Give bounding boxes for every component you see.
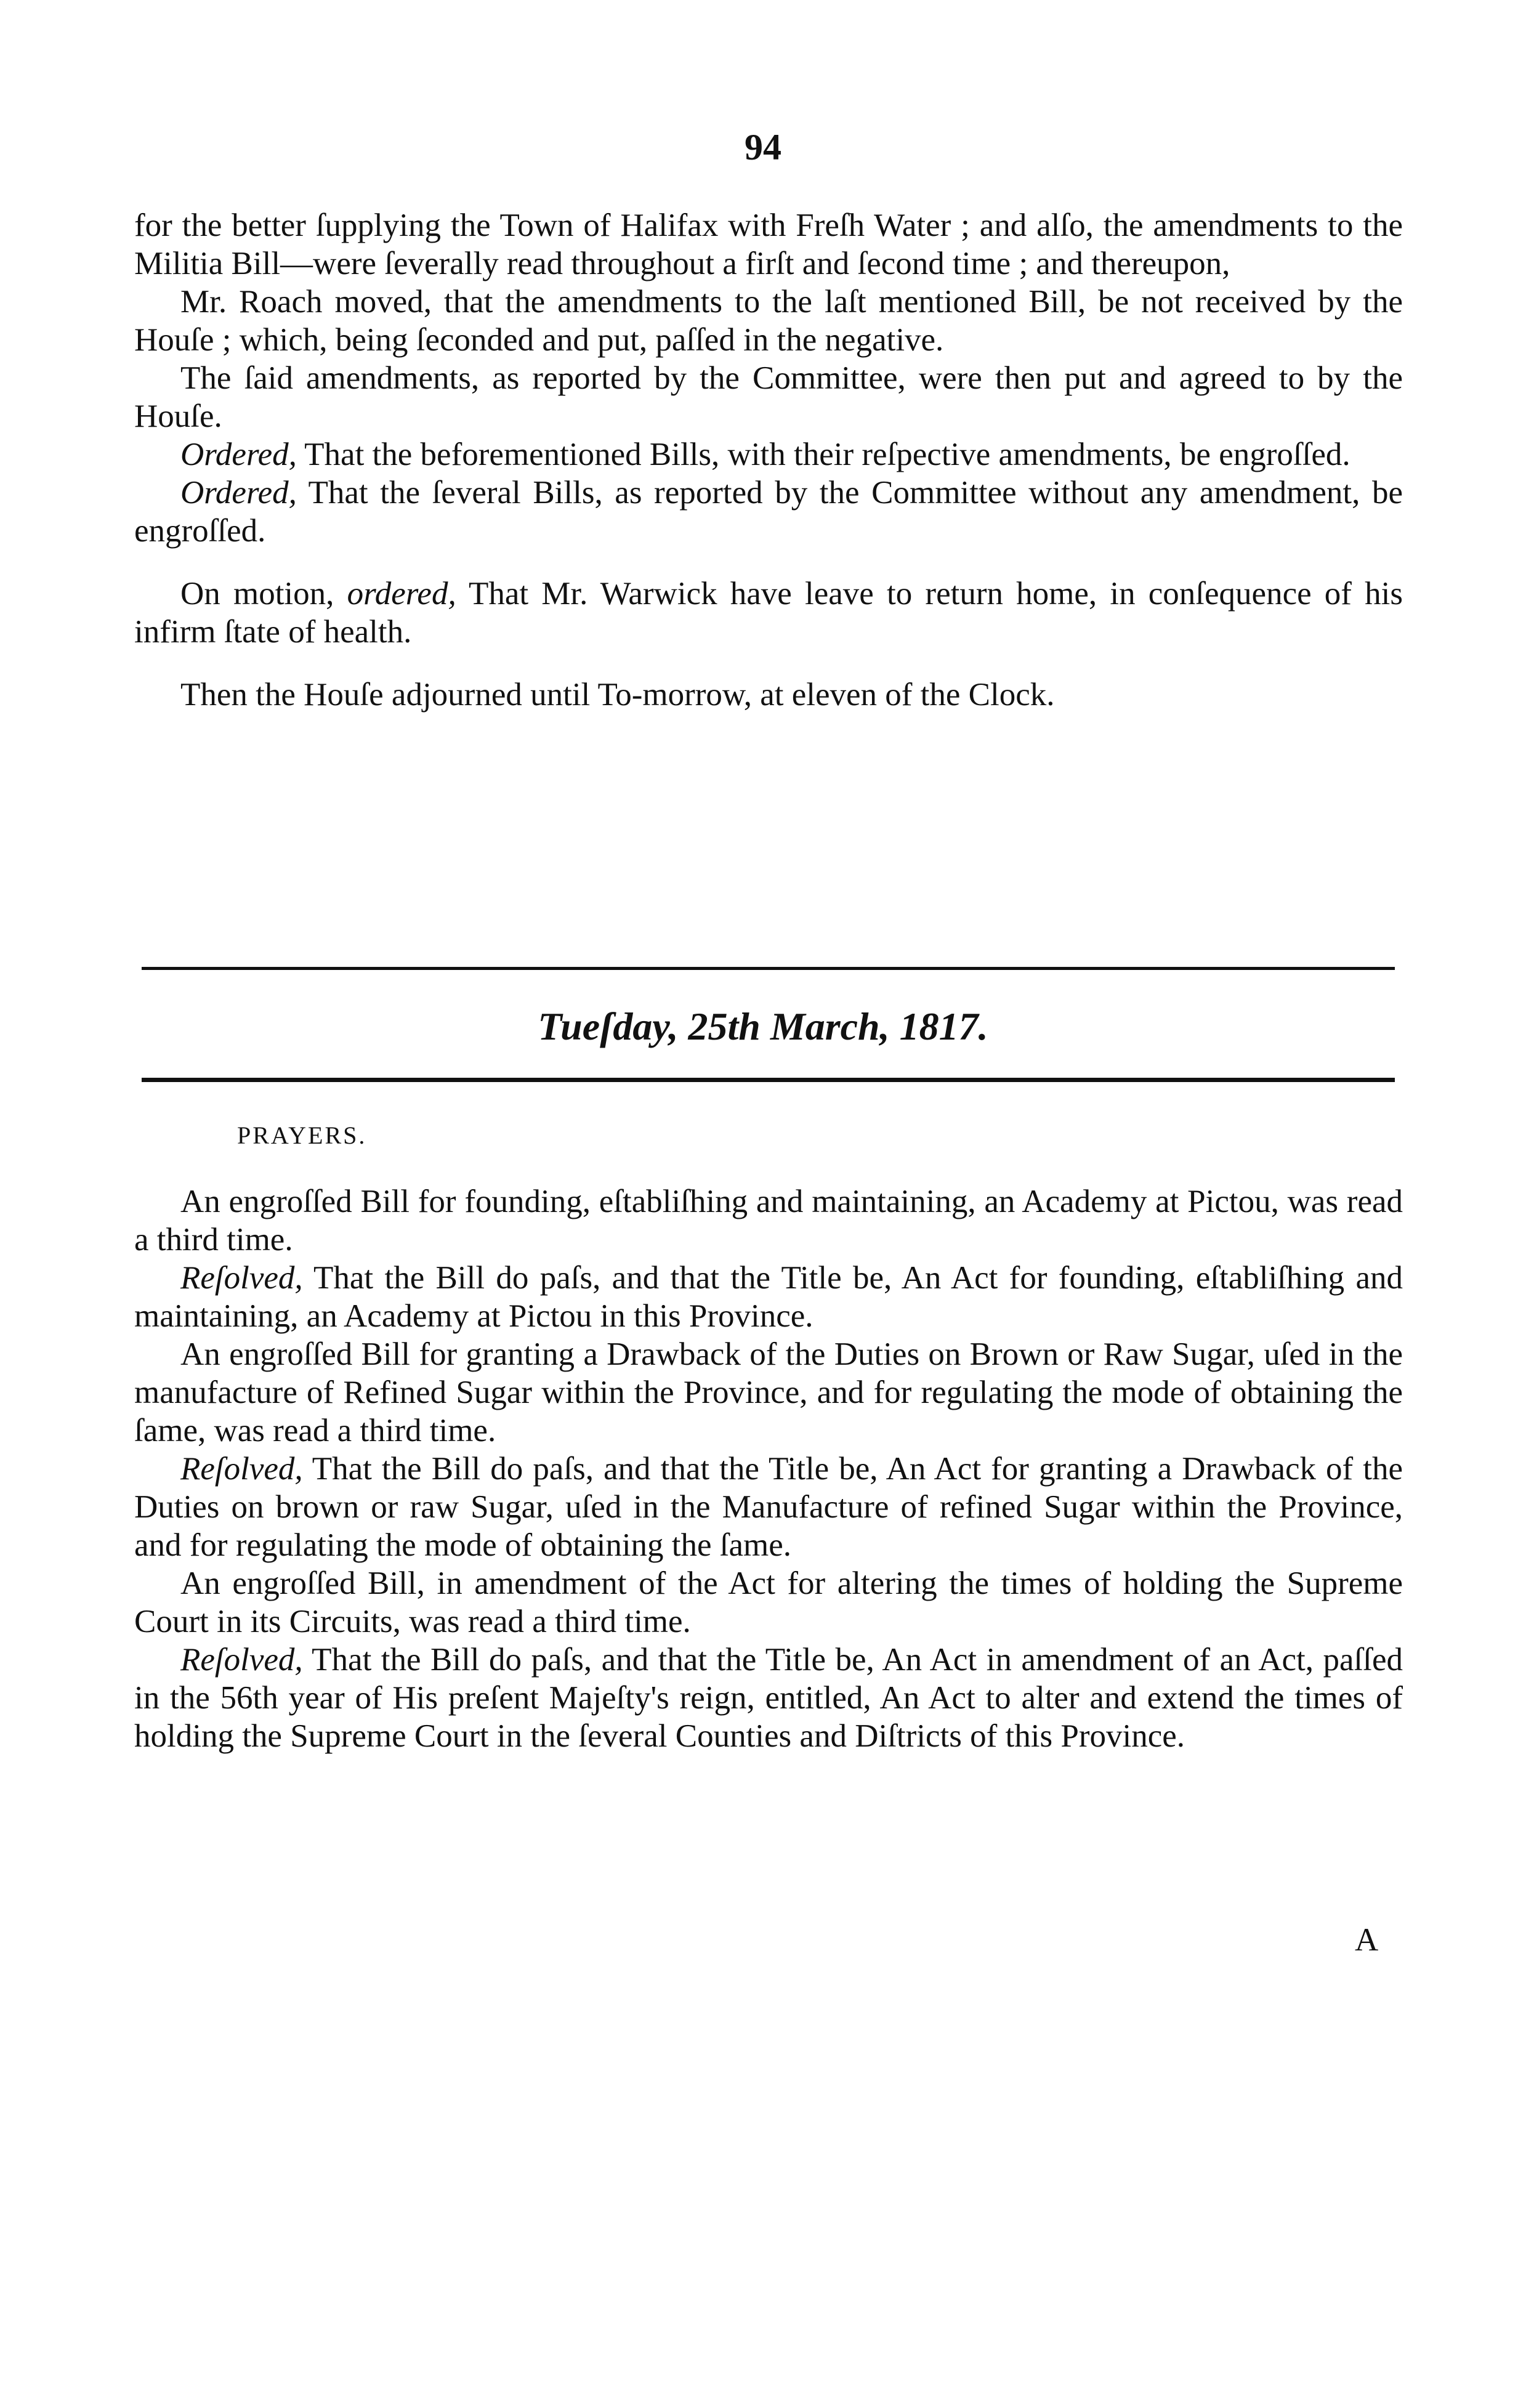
paragraph-warwick-leave (134, 575, 1403, 651)
date-heading: Tueſday, 25th March, 1817. (538, 1004, 988, 1048)
paragraph-resolved-academy (134, 1259, 1403, 1335)
paragraph-amendments-agreed (134, 359, 1403, 435)
paragraph-text: The ſaid amendments, as reported by the Committee, were then put and agreed to by the Houſe. (134, 360, 1403, 434)
page-number: 94 (745, 127, 781, 168)
paragraph-supreme-court: An engroſſed Bill, in amendment of the Act for altering the times of holding the Supreme Court in its Circuits, was read a third time. (134, 1566, 1403, 1639)
paragraph-text: That the Bill do paſs, and that the Title be, An Act for granting a Drawback of the Duties on brown or raw Sugar, uſed in the Manufacture of refined Sugar within the Province, and for regulating the mode of obtaining the ſame. (134, 1451, 1403, 1563)
paragraph-resolved-sugar (134, 1450, 1403, 1564)
divider-rule-bottom (142, 1078, 1395, 1082)
catchword: A (1355, 1922, 1379, 1958)
paragraph-sugar-drawback: An engroſſed Bill for granting a Drawback of the Duties on Brown or Raw Sugar, uſed in the manufacture of Refined Sugar within the Province, and for regulating the mode of obtaining the ſame, was read a third time. (134, 1336, 1403, 1448)
paragraph-text: On motion, (180, 576, 347, 612)
paragraph-text: That the Bill do paſs, and that the Title be, An Act in amendment of an Act, paſſed in the 56th year of His preſent Majeſty's reign, entitled, An Act to alter and extend the times of holding the Supreme Court in the ſeveral Counties and Diſtricts of this Province. (134, 1642, 1403, 1754)
paragraph-ordered-engrossed (134, 435, 1403, 474)
paragraph-text: That the Bill do paſs, and that the Title be, An Act for founding, eſtabliſhing and maintaining, an Academy at Pictou in this Province. (134, 1260, 1403, 1334)
resolved-lead: Reſolved, (180, 1451, 303, 1487)
prayers-label: PRAYERS. (237, 1121, 367, 1149)
ordered-lead: ordered, (347, 576, 456, 612)
divider-rule-top (142, 967, 1395, 970)
resolved-lead: Reſolved, (180, 1260, 303, 1296)
ordered-lead: Ordered, (180, 437, 297, 472)
proceedings-section-1 (134, 206, 1403, 714)
paragraph-text: That Mr. Warwick have leave to return home, in conſequence of his infirm ſtate of health. (134, 576, 1403, 650)
paragraph-pictou-academy: An engroſſed Bill for founding, eſtabliſhing and maintaining, an Academy at Pictou, was read a third time. (134, 1184, 1403, 1258)
paragraph-water-militia: for the better ſupplying the Town of Halifax with Freſh Water ; and alſo, the amendments to the Militia Bill—were ſeverally read throughout a firſt and ſecond time ; and thereupon, (134, 208, 1403, 281)
proceedings-section-2 (134, 1182, 1403, 1755)
paragraph-adjourned: Then the Houſe adjourned until To-morrow, at eleven of the Clock. (180, 677, 1055, 713)
resolved-lead: Reſolved, (180, 1642, 303, 1678)
paragraph-roach-motion: Mr. Roach moved, that the amendments to the laſt mentioned Bill, be not received by the Houſe ; which, being ſeconded and put, paſſed in the negative. (134, 284, 1403, 358)
paragraph-text: That the ſeveral Bills, as reported by the Committee without any amendment, be engroſſed. (134, 475, 1403, 549)
paragraph-resolved-court (134, 1641, 1403, 1755)
ordered-lead: Ordered, (180, 475, 297, 511)
paragraph-ordered-no-amendment (134, 474, 1403, 550)
paragraph-text: That the beforementioned Bills, with their reſpective amendments, be engroſſed. (296, 437, 1350, 472)
